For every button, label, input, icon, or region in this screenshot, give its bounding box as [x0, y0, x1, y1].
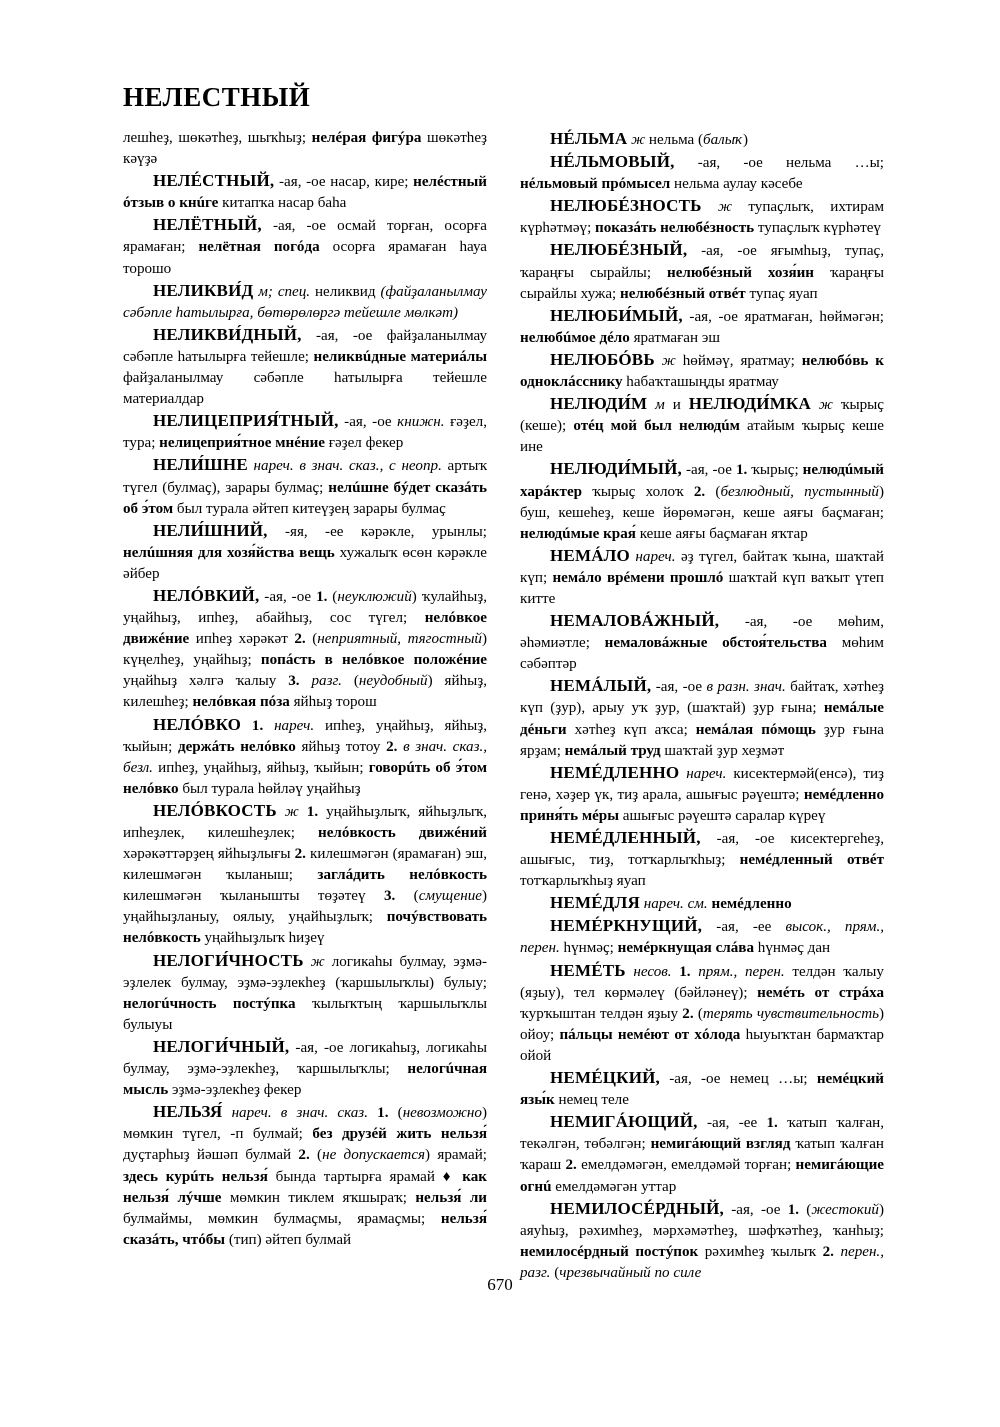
entry-text-plain: (: [327, 588, 338, 605]
dictionary-entry: [520, 458, 884, 544]
entry-text-plain: и: [672, 397, 689, 414]
entry-text-plain: осорға ярамаған һауа торошо: [123, 239, 487, 277]
entry-headword: НЕМÉДЛЕННЫЙ,: [550, 828, 701, 847]
entry-headword: НЕМÉДЛЕННО: [550, 762, 680, 782]
entry-text-bold: 1.: [787, 1201, 800, 1218]
entry-text-bold: нелицеприя́тное мнéние: [159, 435, 325, 452]
entry-text-bold: нельзя́ сказáть, чтóбы: [123, 1210, 487, 1248]
entry-text-plain: булмаймы, мөмкин булмаҫмы, ярамаҫмы;: [123, 1210, 441, 1227]
entry-text-bold: немéцкий язы́к: [520, 1071, 884, 1109]
entry-text-plain: ашығыс рәүештә саралар күреү: [618, 807, 826, 824]
column-left: [123, 128, 487, 1284]
entry-text-plain: ) яйһыҙ, килешһеҙ;: [123, 673, 487, 711]
entry-headword: НÉЛЬМА: [550, 129, 628, 148]
entry-text-plain: емелдәмәгән уттар: [551, 1178, 677, 1195]
entry-text-bold: немéдленно: [711, 896, 792, 913]
entry-text-plain: уңайһыҙ хәлгә ҡалыу: [123, 673, 289, 690]
entry-text-bold: почýвствовать нелóвкость: [123, 909, 487, 947]
entry-text-plain: (: [309, 1147, 323, 1164]
entry-text-plain: артыҡ түгел (булмаҫ), зарары булмаҫ;: [123, 458, 487, 496]
entry-headword: НЕЛЮБÉЗНЫЙ,: [550, 240, 688, 260]
entry-headword: НЕМÁЛО: [550, 545, 630, 565]
dictionary-entry: [123, 800, 487, 950]
entry-text-plain: бында тартырға ярамай ♦: [267, 1168, 463, 1185]
entry-text-bold: 1.: [766, 1115, 778, 1132]
entry-text-plain: ғәҙел, тура;: [123, 414, 487, 452]
entry-text-plain: ) ойоу;: [520, 1005, 884, 1043]
entry-text-plain: -ая, -ое яғымһыҙ, тупаҫ, ҡараңғы сырайлы;: [520, 243, 884, 281]
entry-text-plain: -ая, -ое логикаһыҙ, логикаһы булмау, эҙмә-эҙлекһеҙ, ҡаршылыҡлы;: [123, 1039, 487, 1078]
entry-text-bold: немигáющий взгляд: [650, 1136, 791, 1153]
entry-text-plain: ҡырыҫ холоҡ: [582, 483, 694, 500]
dictionary-entry: [123, 714, 487, 800]
entry-headword: НЕЛОГИ́ЧНОСТЬ: [153, 950, 304, 970]
entry-text-plain: уңайһыҙлыҡ, яйһыҙлыҡ, ипһеҙлек, килешһеҙлек;: [123, 803, 487, 841]
dictionary-entry: [520, 827, 884, 892]
entry-text-plain: тотҡарлыҡһыҙ яуап: [520, 873, 646, 890]
entry-text-plain: китапҡа насар баһа: [218, 195, 347, 212]
entry-text-italic: книжн.: [397, 414, 445, 431]
entry-text-plain: [241, 718, 252, 734]
entry-headword: НЕМИЛОСÉРДНЫЙ,: [550, 1198, 724, 1218]
dictionary-entry: [123, 454, 487, 519]
entry-text-plain: ҡурҡыштан телдән яҙыу: [520, 1005, 683, 1022]
dictionary-entry: [520, 393, 884, 458]
entry-text-italic: в разн. знач.: [706, 679, 786, 696]
entry-text-plain: мөмкин тиклем яҡшыраҡ;: [221, 1189, 416, 1206]
entry-text-bold: немáлые дéньги: [520, 700, 884, 738]
entry-text-bold: 1.: [251, 717, 264, 734]
entry-text-italic: перен., разг.: [520, 1243, 884, 1281]
entry-text-italic: ж: [303, 953, 332, 970]
dictionary-entry: [123, 585, 487, 714]
entry-text-italic: терять чувствительность: [702, 1005, 879, 1022]
dictionary-entry: [520, 892, 884, 915]
entry-text-plain: лешһеҙ, шөкәтһеҙ, шыҡһыҙ;: [123, 130, 312, 146]
entry-headword: НЕЛЬЗЯ́: [153, 1102, 223, 1122]
entry-text-bold: немéркнущая слáва: [617, 940, 754, 957]
entry-text-bold: 2.: [693, 483, 706, 500]
entry-text-italic: м;: [253, 283, 278, 300]
entry-text-plain: -ая, -ое: [724, 1201, 788, 1218]
entry-text-plain: был турала һөйләү уңайһыҙ: [178, 780, 361, 797]
entry-headword: НЕМÉРКНУЩИЙ,: [550, 916, 703, 936]
entry-headword: НЕЛЁТНЫЙ,: [153, 215, 262, 235]
entry-headword: НЕМÉТЬ: [550, 960, 626, 980]
entry-text-plain: эҙмә-эҙлекһеҙ фекер: [168, 1082, 302, 1099]
entry-text-italic: ж: [810, 397, 841, 414]
entry-text-plain: шөкәтһеҙ кәүҙә: [123, 130, 488, 168]
dictionary-entry: [123, 520, 487, 585]
entry-text-bold: немигáющие огнú: [520, 1157, 884, 1195]
entry-headword: НЕМÉЦКИЙ,: [550, 1068, 660, 1088]
entry-text-bold: нелépая фигýра: [311, 130, 422, 146]
entry-text-plain: һабаҡташыңды яратмау: [622, 374, 779, 391]
entry-text-plain: -ая, -ее: [697, 1115, 767, 1132]
entry-text-plain: ҡараңғы сырайлы хужа;: [520, 264, 884, 302]
entry-text-plain: -ая, -ое насар, кире;: [274, 174, 414, 191]
entry-text-italic: безлюдный, пустынный: [720, 483, 879, 500]
entry-text-plain: ): [742, 132, 748, 148]
dictionary-entry: [520, 239, 884, 304]
entry-text-bold: немилосéрдный постýпок: [520, 1243, 699, 1260]
entry-text-plain: -ая, -ое мөһим, әһәмиәтле;: [520, 614, 884, 652]
entry-text-bold: нелюдúмый харáктер: [520, 462, 884, 500]
entry-headword: НÉЛЬМОВЫЙ,: [550, 152, 675, 172]
entry-headword: НЕЛÓВКИЙ,: [153, 585, 260, 605]
entry-text-bold: немáлая пóмощь: [695, 721, 816, 738]
entry-text-bold: 3.: [288, 673, 300, 690]
entry-text-italic: не допускается: [322, 1147, 426, 1164]
entry-text-plain: шаҡтай ҙур хеҙмәт: [660, 742, 785, 759]
entry-text-bold: нелюбéзный отвéт: [620, 285, 746, 302]
entry-text-bold: нелóвкость движéний: [318, 825, 487, 841]
entry-text-italic: ж: [627, 132, 649, 148]
entry-text-bold: попáсть в нелóвкое положéние: [260, 652, 488, 669]
entry-text-headword2: НЕЛЮДИ́МКА: [688, 394, 811, 414]
entry-headword: НЕМÉДЛЯ: [550, 893, 640, 913]
dictionary-entry: [123, 1036, 487, 1101]
entry-text-bold: нелюбúмое дéло: [520, 329, 630, 346]
entry-headword: НЕЛЮБÉЗНОСТЬ: [550, 196, 702, 216]
dictionary-entry: [520, 151, 884, 195]
entry-text-bold: немéдленно приня́ть мéры: [520, 786, 884, 824]
dictionary-entry: [520, 195, 884, 239]
entry-text-bold: 2.: [294, 631, 306, 648]
entry-headword: НЕЛИ́ШНИЙ,: [153, 520, 268, 540]
entry-text-bold: 2.: [682, 1005, 694, 1022]
entry-text-plain: ) аяуһыҙ, рәхимһеҙ, мәрхәмәтһеҙ, шәфҡәтһеҙ, ҡанһыҙ;: [520, 1201, 884, 1239]
entry-text-plain: уңайһыҙлыҡ һиҙеү: [200, 930, 325, 947]
entry-text-plain: (: [395, 888, 419, 905]
entry-text-plain: мөһим сәбәптәр: [520, 635, 884, 673]
entry-text-bold: заглáдить нелóвкость: [317, 867, 488, 884]
entry-text-plain: (: [693, 1005, 703, 1022]
dictionary-entry: [123, 128, 487, 170]
dictionary-entry: [123, 324, 487, 410]
entry-text-plain: яйһыҙ тотоу: [295, 738, 387, 755]
entry-text-italic: м: [647, 397, 673, 414]
entry-text-plain: ҡылыҡтың ҡаршылыҡлы булыуы: [123, 995, 487, 1033]
entry-text-italic: балыҡ: [703, 132, 743, 148]
entry-text-bold: 2.: [822, 1243, 834, 1260]
entry-text-plain: тупаҫлыҡ күрһәтеү: [754, 220, 881, 237]
entry-text-italic: нареч. в знач. сказ., с неопр.: [247, 458, 442, 475]
entry-text-bold: нельзя́ ли: [415, 1189, 487, 1206]
entry-text-italic: чрезвычайный по силе: [559, 1264, 702, 1281]
entry-text-italic: (файҙаланылмау сәбәпле һатылырға, бөтөрөлөргә тейешле мөлкәт): [123, 283, 487, 321]
entry-text-bold: нелóвкое движéние: [123, 610, 487, 648]
entry-text-plain: -яя, -ее кәрәкле, урынлы;: [267, 523, 487, 540]
entry-text-plain: ипһеҙ, уңайһыҙ, яйһыҙ, ҡыйын;: [152, 759, 369, 776]
dictionary-entry: [520, 960, 884, 1067]
dictionary-entry: [520, 1198, 884, 1284]
entry-text-bold: нелётная погóда: [198, 239, 320, 256]
entry-headword: НЕЛÓВКО: [153, 714, 242, 734]
entry-text-plain: әҙ түгел, байтаҡ ҡына, шаҡтай күп;: [520, 548, 884, 586]
entry-text-bold: отéц мой был нелюдúм: [573, 418, 740, 435]
entry-text-plain: -ая, -ое: [338, 414, 398, 431]
dictionary-entry: [123, 214, 487, 279]
entry-text-bold: нелúшне бýдет сказáть об э́том: [123, 479, 487, 517]
entry-text-italic: ж: [276, 803, 307, 820]
entry-text-plain: ) ҡулайһыҙ, уңайһыҙ, ипһеҙ, абайһыҙ, сос түгел;: [123, 588, 487, 627]
entry-text-plain: -ая, -ое осмай торған, осорға ярамаған;: [123, 218, 487, 256]
entry-text-plain: шаҡтай күп ваҡыт үтеп китте: [520, 569, 884, 607]
entry-text-plain: ҡатып ҡалған, текәлгән, төбәлгән;: [520, 1115, 884, 1153]
entry-text-plain: -ая, -ое яратмаған, һөймәгән;: [682, 308, 884, 325]
entry-text-plain: рәхимһеҙ ҡылыҡ: [698, 1243, 823, 1260]
entry-text-plain: хужалыҡ өсөн кәрәкле әйбер: [123, 544, 487, 582]
entry-text-italic: спец.: [277, 283, 311, 300]
entry-text-bold: немéть от стрáха: [757, 984, 885, 1001]
entry-text-plain: яйһыҙ торош: [289, 694, 377, 711]
entry-text-bold: нелогúчность постýпка: [123, 995, 296, 1012]
entry-text-plain: тупаҫлыҡ, ихтирам күрһәтмәү;: [520, 199, 884, 237]
entry-text-italic: нареч.: [679, 765, 727, 782]
entry-headword: НЕЛÓВКОСТЬ: [153, 800, 277, 820]
entry-text-bold: 1.: [735, 462, 748, 479]
entry-headword: НЕМАЛОВÁЖНЫЙ,: [550, 611, 720, 631]
entry-text-italic: неуклюжий: [337, 588, 412, 605]
entry-text-bold: показáть нелюбéзность: [595, 220, 755, 237]
entry-text-plain: хәрәкәттәрҙең яйһыҙлығы: [123, 846, 295, 863]
entry-headword: НЕЛЮДИ́МЫЙ,: [550, 459, 682, 479]
page-header-word: НЕЛЕСТНЫЙ: [123, 82, 311, 112]
entry-text-plain: ипһеҙ хәрәкәт: [189, 631, 295, 648]
entry-text-italic: прям., перен.: [690, 963, 785, 980]
entry-text-bold: 3.: [383, 888, 396, 905]
entry-text-bold: 2.: [298, 1147, 310, 1164]
entry-text-plain: (: [705, 483, 721, 500]
entry-text-plain: нельма аулау кәсебе: [670, 176, 803, 193]
dictionary-entry: [520, 128, 884, 151]
entry-text-bold: 1.: [306, 803, 319, 820]
entry-text-bold: нелюбóвь к одноклáсснику: [520, 352, 884, 391]
entry-text-plain: килешмәгән (ярамаған) эш, килешмәгән ҡыланыш;: [123, 846, 487, 884]
entry-text-plain: был турала әйтеп китеүҙең зарары булмаҫ: [173, 500, 446, 517]
entry-text-plain: ) ярамай;: [425, 1147, 487, 1164]
entry-text-plain: телдән ҡалыу (яҙыу), тел көрмәлеү (бәйләнеү);: [520, 963, 884, 1001]
dictionary-entry: [123, 410, 487, 454]
entry-text-italic: неудобный: [358, 673, 428, 690]
entry-text-plain: ҡатып ҡалған ҡараш: [520, 1136, 884, 1174]
entry-text-bold: нелéстный óтзыв о кнúге: [123, 174, 487, 212]
entry-text-plain: килешмәгән ҡыланышты төҙәтеү: [123, 888, 384, 905]
dictionary-entry: [520, 1067, 884, 1111]
entry-text-plain: атайым ҡырыҫ кеше ине: [520, 418, 884, 456]
entry-text-plain: ипһеҙ, уңайһыҙ, яйһыҙ, ҡыйын;: [123, 717, 487, 755]
entry-text-plain: һүнмәҫ;: [559, 940, 618, 957]
entry-text-italic: высок., прям., перен.: [520, 919, 884, 957]
entry-text-italic: жестокий: [811, 1201, 879, 1218]
entry-text-bold: нелюбéзный хозя́ин: [667, 264, 815, 281]
entry-headword: НЕЛЮДИ́М: [550, 394, 648, 414]
entry-text-plain: тупаҫ яуап: [745, 285, 818, 302]
entry-text-italic: нареч.: [263, 717, 315, 734]
entry-text-italic: нареч.: [629, 548, 676, 565]
entry-text-plain: емелдәмәгән, емелдәмәй торған;: [576, 1157, 796, 1174]
entry-text-bold: 1.: [316, 588, 328, 605]
entry-headword: НЕЛОГИ́ЧНЫЙ,: [153, 1036, 290, 1056]
entry-text-plain: байтаҡ, хәтһеҙ күп (ҙур), арыу уҡ ҙур, (шаҡтай) ҙур ғына;: [520, 679, 884, 717]
entry-text-plain: (: [799, 1201, 812, 1218]
entry-text-plain: дуҫтарһыҙ йәшәп булмай: [123, 1147, 299, 1164]
entry-headword: НЕЛИЦЕПРИЯ́ТНЫЙ,: [153, 411, 339, 431]
column-right: [520, 128, 884, 1284]
entry-text-italic: в знач. сказ., безл.: [123, 738, 488, 776]
entry-text-bold: держáть нелóвко: [177, 738, 296, 755]
entry-text-italic: ж: [654, 352, 683, 369]
dictionary-entry: [520, 915, 884, 959]
entry-text-bold: немаловáжные обстоя́тельства: [604, 635, 827, 652]
entry-text-plain: -ая, -ое: [682, 462, 736, 479]
dictionary-entry: [123, 1101, 487, 1251]
entry-text-bold: 2.: [565, 1157, 577, 1174]
entry-text-plain: -ая, -ое файҙаланылмау сәбәпле һатылырға тейешле;: [123, 327, 487, 365]
entry-text-bold: пáльцы немéют от хóлода: [559, 1026, 741, 1043]
entry-text-plain: һыуыҡтан бармаҡтар ойой: [520, 1026, 884, 1064]
entry-text-plain: (: [388, 1105, 403, 1122]
entry-text-italic: невозможно: [402, 1105, 482, 1122]
entry-text-plain: ҡырыҫ;: [747, 462, 803, 479]
entry-headword: НЕМИГÁЮЩИЙ,: [550, 1112, 698, 1132]
entry-text-bold: здесь курúть нельзя́: [123, 1168, 268, 1185]
entry-text-plain: (: [341, 673, 359, 690]
dictionary-entry: [520, 545, 884, 610]
entry-text-plain: -ая, -ое нельма …ы;: [674, 155, 884, 172]
entry-text-bold: 1.: [377, 1105, 389, 1122]
dictionary-entry: [520, 1111, 884, 1197]
entry-text-bold: 2.: [294, 846, 306, 863]
entry-text-plain: немец теле: [554, 1092, 629, 1109]
entry-text-plain: кеше аяғы баҫмаған яҡтар: [635, 525, 808, 542]
dictionary-entry: [123, 170, 487, 214]
entry-headword: НЕЛИКВИ́Д: [153, 280, 254, 300]
entry-text-plain: -ая, -ое: [259, 588, 317, 605]
entry-headword: НЕЛИКВИ́ДНЫЙ,: [153, 324, 302, 344]
entry-text-plain: кисектермәй(енсә), тиҙ генә, хәҙер үк, тиҙ арала, ашығыс рәүештә;: [520, 765, 884, 803]
entry-text-plain: логикаһы булмау, эҙмә-эҙлелек булмау, эҙмә-эҙлекһеҙ (ҡаршылыҡлы) булыу;: [123, 953, 487, 991]
entry-headword: НЕЛÉСТНЫЙ,: [153, 171, 275, 191]
entry-text-plain: хәтһеҙ күп аҡса;: [566, 721, 696, 738]
entry-text-plain: -ая, -ое кисектергеһеҙ, ашығыс, тиҙ, тотҡарлыҡһыҙ;: [520, 831, 884, 869]
entry-text-bold: нелюдúмые края́: [520, 525, 636, 542]
entry-text-italic: неприятный, тягостный: [317, 631, 482, 648]
entry-headword: НЕЛИ́ШНЕ: [153, 455, 248, 475]
entry-text-plain: ғәҙел фекер: [324, 435, 404, 452]
entry-text-italic: смущение: [418, 888, 482, 905]
entry-text-bold: без друзéй жить нельзя́: [312, 1126, 487, 1143]
entry-text-italic: разг.: [299, 673, 342, 690]
dictionary-entry: [520, 610, 884, 675]
entry-headword: НЕМÁЛЫЙ,: [550, 676, 652, 696]
entry-text-bold: немáлый труд: [564, 742, 661, 759]
entry-text-plain: яратмаған эш: [629, 329, 720, 346]
entry-text-bold: нелогúчная мысль: [123, 1061, 487, 1099]
entry-text-italic: ж: [701, 199, 749, 216]
entry-text-italic: несов.: [625, 963, 672, 980]
dictionary-entry: [123, 280, 487, 324]
entry-text-plain: неликвид: [310, 283, 381, 300]
entry-text-bold: говорúть об э́том нелóвко: [123, 759, 487, 797]
entry-text-plain: (: [305, 631, 318, 648]
entry-text-plain: файҙаланылмау сәбәпле һатылырға тейешле материалдар: [123, 370, 487, 408]
entry-text-plain: ҡырыҫ (кеше);: [520, 397, 885, 435]
entry-text-bold: 2.: [386, 738, 398, 755]
entry-text-bold: неликвúдные материáлы: [313, 348, 488, 365]
dictionary-entry: [520, 349, 884, 393]
entry-text-plain: ) күңелһеҙ, уңайһыҙ;: [123, 631, 487, 669]
entry-text-bold: немéдленный отвéт: [739, 852, 884, 869]
entry-headword: НЕЛЮБÓВЬ: [550, 349, 655, 369]
entry-text-italic: нареч. см.: [640, 896, 708, 913]
entry-text-bold: немáло врéмени прошлó: [552, 569, 724, 586]
entry-text-plain: ) буш, кешеһеҙ, кеше йөрөмәгән, кеше аяғы баҫмаған;: [520, 483, 884, 521]
entry-text-plain: нельма (: [648, 132, 704, 148]
entry-text-bold: нелóвкая пóза: [192, 694, 290, 711]
entry-text-bold: нéльмовый прóмысел: [520, 176, 671, 193]
page-number: 670: [487, 1275, 513, 1294]
entry-text-bold: 1.: [679, 963, 691, 980]
entry-text-bold: нелúшняя для хозя́йства вещь: [123, 544, 335, 561]
entry-text-bold: как нельзя́ лýчше: [123, 1168, 487, 1206]
entry-headword: НЕЛЮБИ́МЫЙ,: [550, 305, 683, 325]
dictionary-entry: [123, 950, 487, 1036]
entry-text-plain: ҙур ғына ярҙам;: [520, 721, 885, 759]
entry-text-plain: һөймәү, яратмау;: [682, 352, 802, 369]
dictionary-entry: [520, 675, 884, 761]
page-columns: [123, 128, 885, 1284]
entry-text-plain: -ая, -ое: [651, 679, 707, 696]
entry-text-plain: (тип) әйтеп булмай: [225, 1231, 352, 1248]
dictionary-entry: [520, 305, 884, 349]
entry-text-plain: һүнмәҫ дан: [754, 940, 831, 957]
entry-text-plain: (: [550, 1264, 560, 1281]
entry-text-plain: ) уңайһыҙланыу, оялыу, уңайһыҙлыҡ;: [123, 888, 487, 926]
entry-text-plain: -ая, -ее: [702, 919, 786, 936]
entry-text-plain: ) мөмкин түгел, -п булмай;: [123, 1105, 487, 1143]
entry-text-plain: [368, 1105, 377, 1121]
entry-text-plain: -ая, -ое немец …ы;: [660, 1071, 817, 1088]
entry-text-italic: нареч. в знач. сказ.: [222, 1105, 368, 1122]
dictionary-entry: [520, 762, 884, 827]
